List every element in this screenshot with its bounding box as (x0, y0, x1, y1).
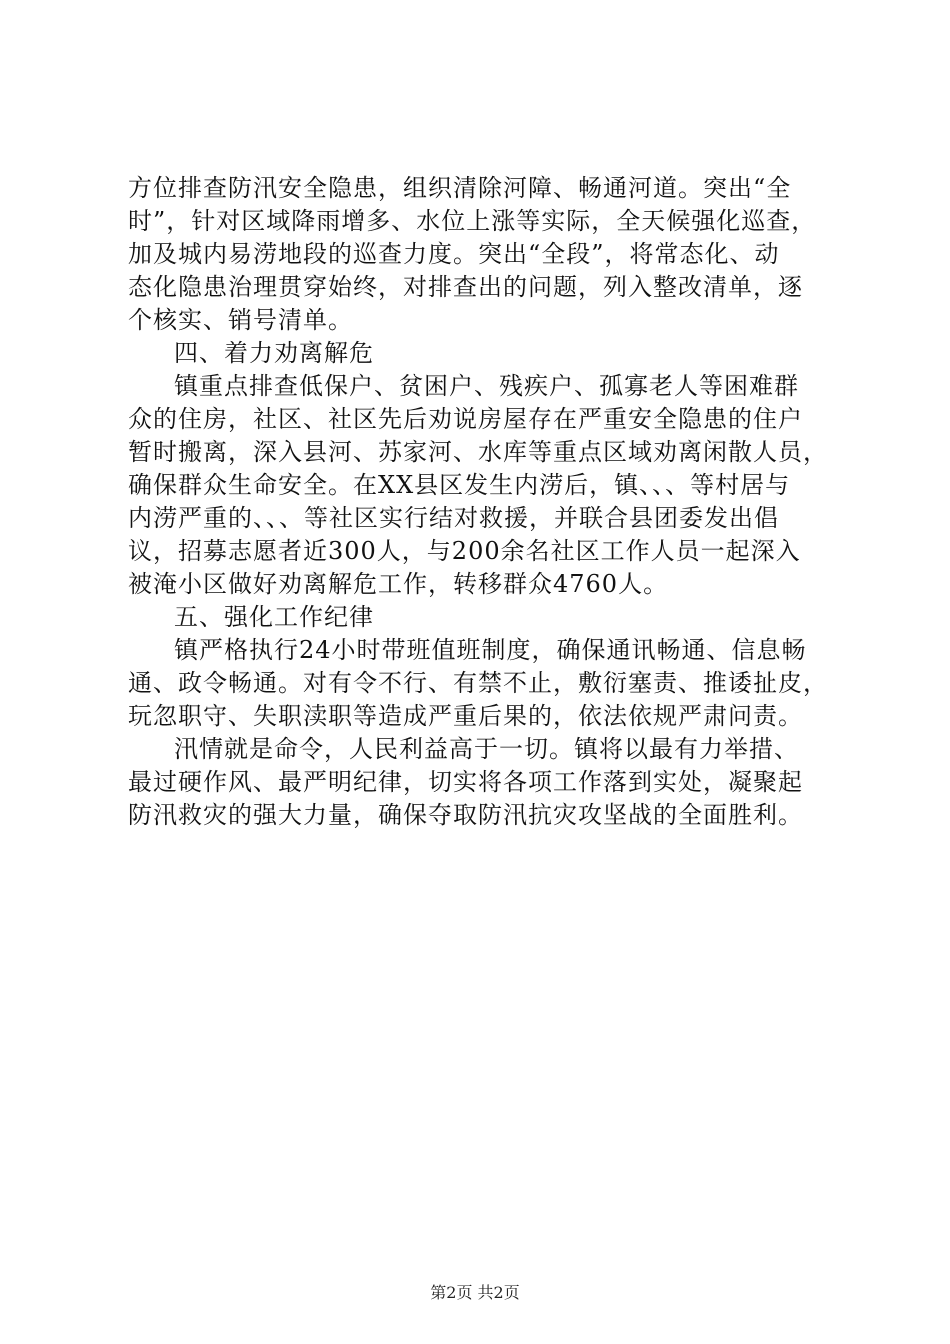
page-footer (0, 1283, 950, 1303)
text-line: 暂时搬离，深入县河、苏家河、水库等重点区域劝离闲散人员， (128, 438, 828, 466)
text-line: 防汛救灾的强大力量，确保夺取防汛抗灾攻坚战的全面胜利。 (128, 801, 803, 829)
document-body (128, 172, 828, 832)
text-line: 加及城内易涝地段的巡查力度。突出“全段”，将常态化、动 (128, 240, 780, 268)
text-line: 被淹小区做好劝离解危工作，转移群众4760人。 (128, 570, 669, 598)
text-line: 个核实、销号清单。 (128, 306, 353, 334)
text-line: 通、政令畅通。对有令不行、有禁不止，敷衍塞责、推诿扯皮， (128, 669, 828, 697)
text-line: 众的住房，社区、社区先后劝说房屋存在严重安全隐患的住户 (128, 405, 803, 433)
page-number: 第2页 共2页 (430, 1283, 520, 1302)
text-line: 时”，针对区域降雨增多、水位上涨等实际，全天候强化巡查， (128, 207, 817, 235)
text-line: 态化隐患治理贯穿始终，对排查出的问题，列入整改清单，逐 (128, 273, 803, 301)
text-line: 确保群众生命安全。在XX县区发生内涝后，镇、、、等村居与 (128, 471, 791, 499)
section-heading: 四、着力劝离解危 (174, 339, 374, 367)
text-line: 玩忽职守、失职渎职等造成严重后果的，依法依规严肃问责。 (128, 702, 803, 730)
text-line: 内涝严重的、、、等社区实行结对救援，并联合县团委发出倡 (128, 504, 779, 532)
section-heading: 五、强化工作纪律 (174, 603, 374, 631)
text-line: 镇严格执行24小时带班值班制度，确保通讯畅通、信息畅 (174, 636, 807, 664)
text-line: 汛情就是命令，人民利益高于一切。镇将以最有力举措、 (174, 735, 799, 763)
text-line: 方位排查防汛安全隐患，组织清除河障、畅通河道。突出“全 (128, 174, 792, 202)
text-line: 议，招募志愿者近300人，与200余名社区工作人员一起深入 (128, 537, 801, 565)
text-line: 最过硬作风、最严明纪律，切实将各项工作落到实处，凝聚起 (128, 768, 803, 796)
text-line: 镇重点排查低保户、贫困户、残疾户、孤寡老人等困难群 (174, 372, 799, 400)
